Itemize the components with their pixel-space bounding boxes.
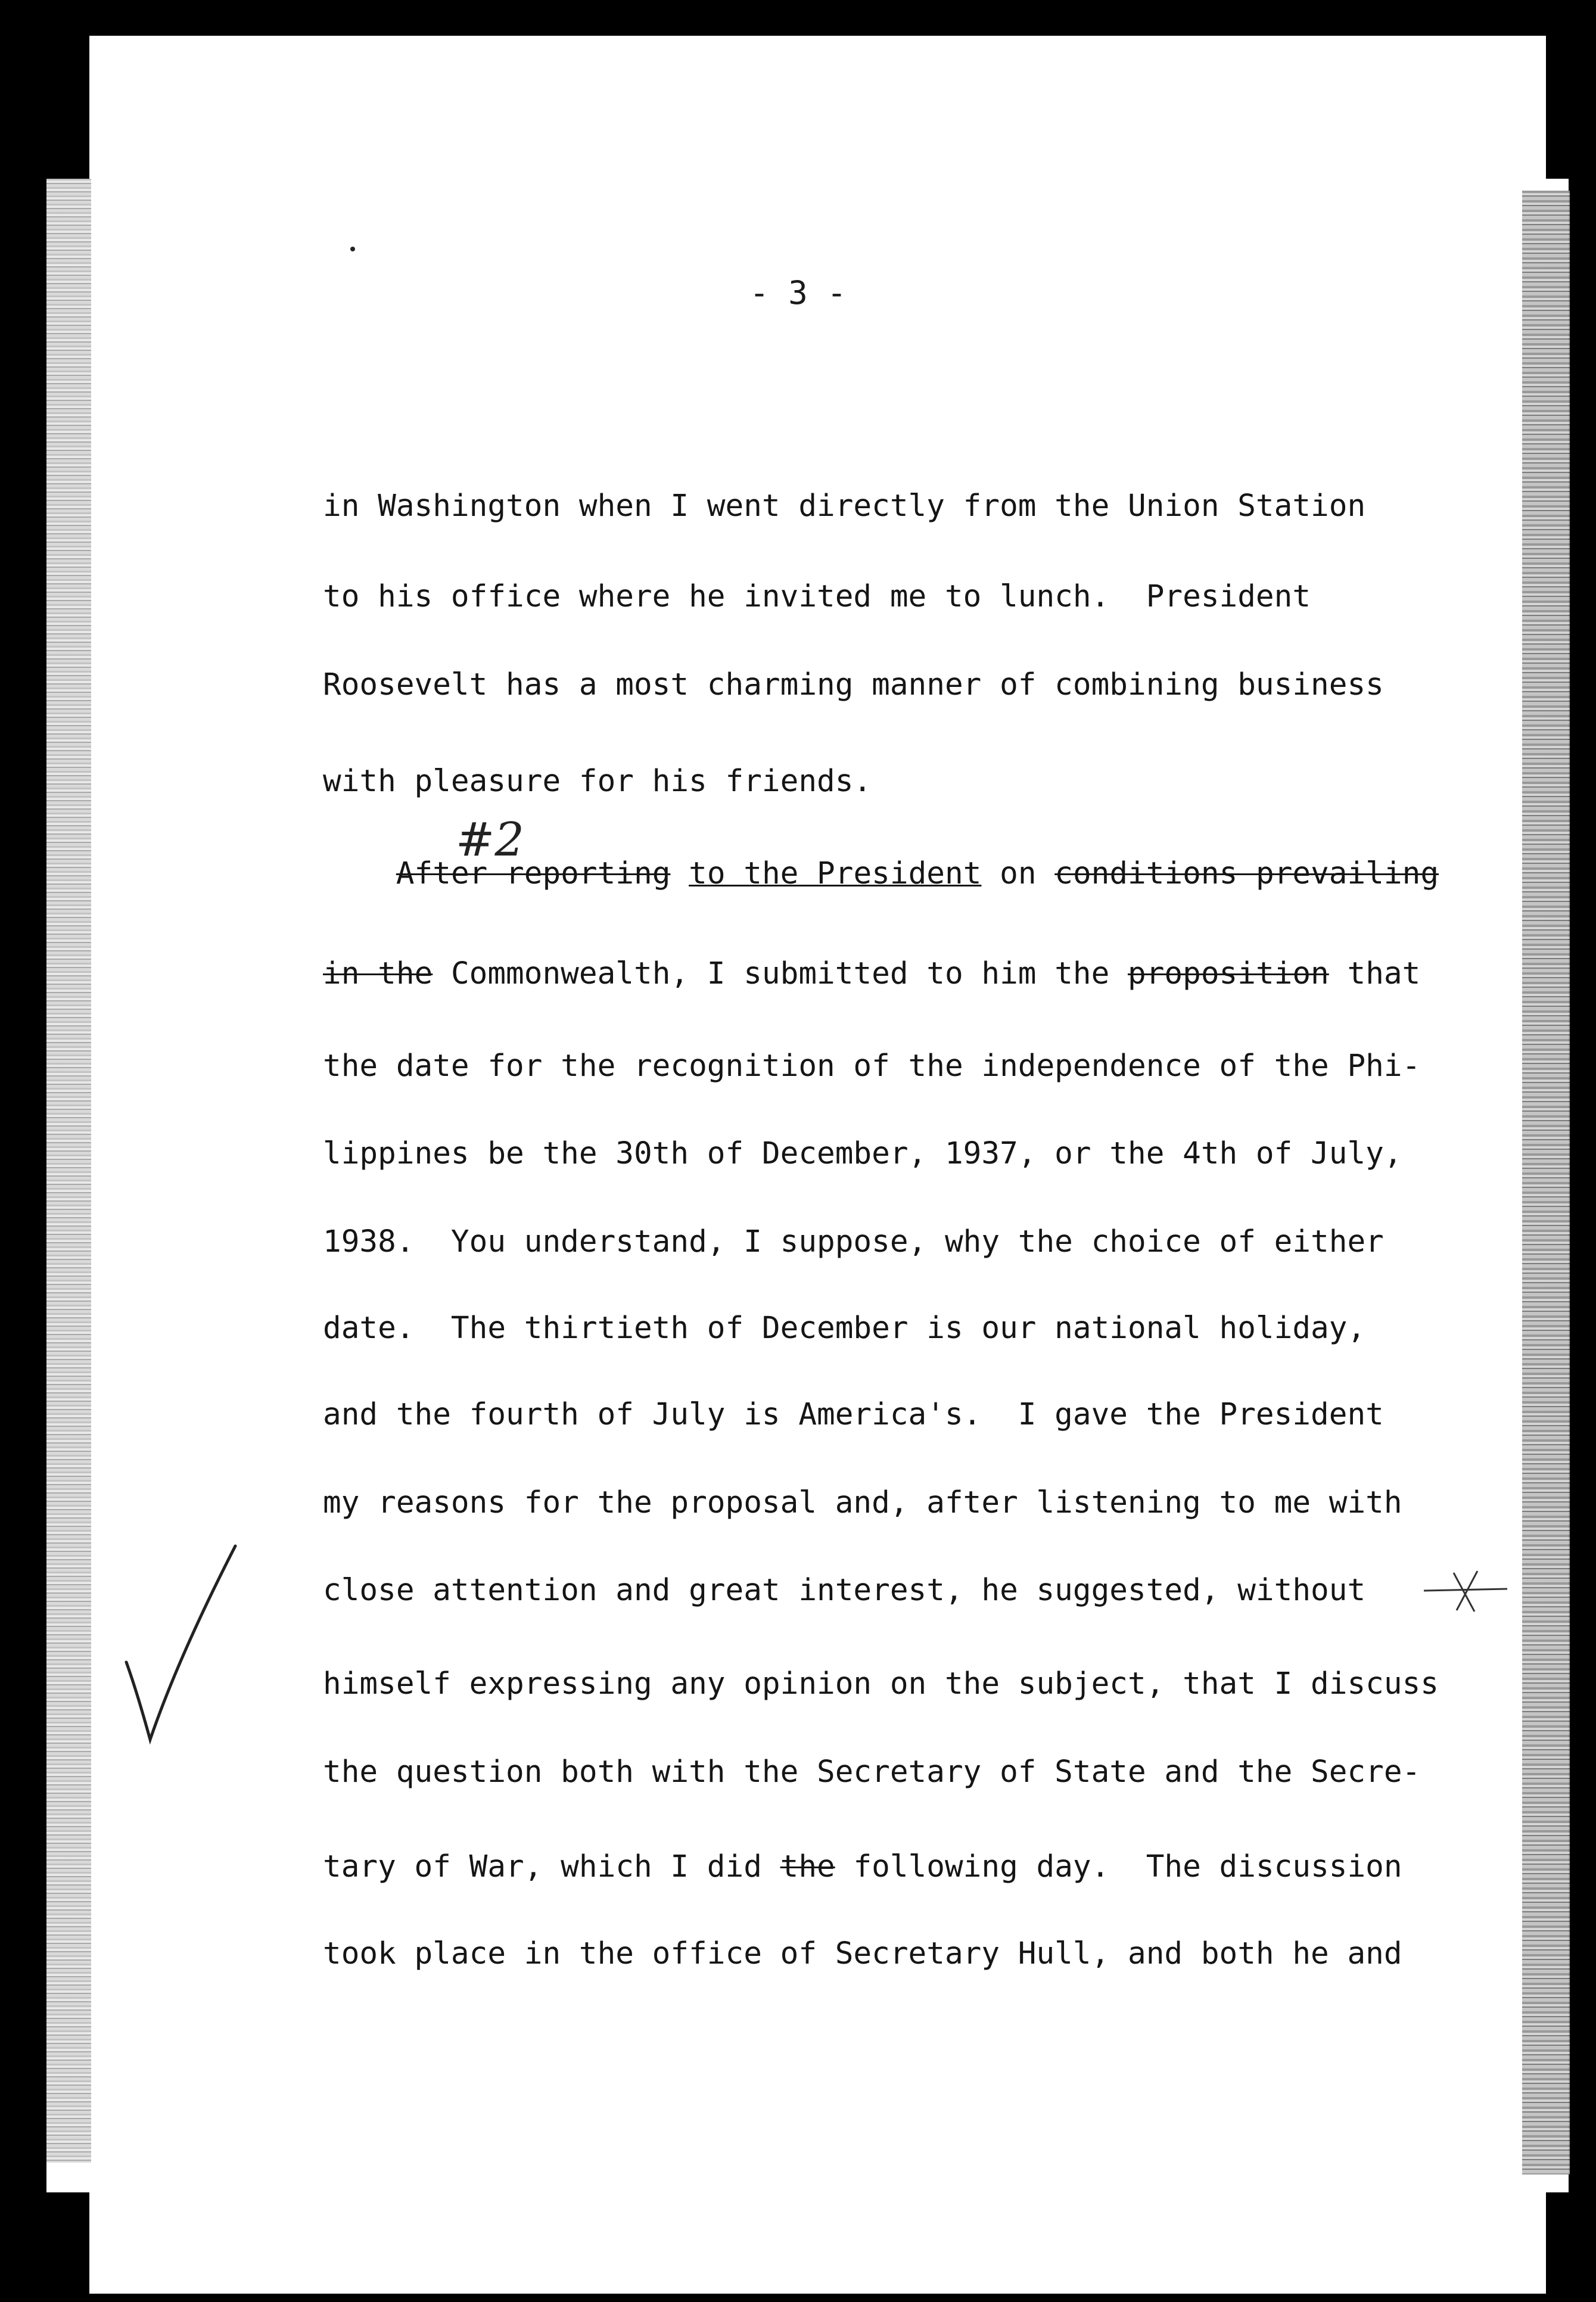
text-run bbox=[323, 856, 396, 891]
text-run: Commonwealth, I submitted to him the bbox=[433, 956, 1128, 991]
scan-edge-left bbox=[46, 179, 91, 2163]
struck-text: proposition bbox=[1128, 956, 1329, 991]
struck-text: in the bbox=[323, 956, 433, 991]
text-run: tary of War, which I did bbox=[323, 1849, 780, 1884]
struck-text: the bbox=[780, 1849, 835, 1884]
checkmark-icon bbox=[113, 1537, 256, 1752]
cross-mark-icon bbox=[1421, 1564, 1510, 1617]
text-line bbox=[323, 667, 1384, 703]
text-run: close attention and great interest, he suggested, without bbox=[323, 1573, 1366, 1608]
text-line bbox=[323, 1311, 1365, 1346]
text-run: my reasons for the proposal and, after listening to me with bbox=[323, 1485, 1402, 1520]
struck-text: conditions prevailing bbox=[1054, 856, 1439, 891]
handwritten-note: #2 bbox=[456, 813, 524, 867]
text-line bbox=[323, 1485, 1402, 1521]
text-line bbox=[323, 1755, 1420, 1790]
text-line bbox=[323, 1849, 1402, 1885]
text-run: the date for the recognition of the independence of the Phi- bbox=[323, 1049, 1421, 1084]
scan-edge-right bbox=[1522, 191, 1570, 2175]
text-line bbox=[323, 764, 872, 800]
text-run: and the fourth of July is America's. I gave the President bbox=[323, 1397, 1384, 1432]
text-run: 1938. You understand, I suppose, why the choice of either bbox=[323, 1224, 1384, 1259]
text-run: following day. The discussion bbox=[835, 1849, 1402, 1884]
text-line bbox=[323, 1573, 1365, 1609]
text-line bbox=[323, 1136, 1402, 1172]
underlined-text: to the President bbox=[689, 856, 982, 891]
text-run: to his office where he invited me to lunch. President bbox=[323, 579, 1311, 614]
text-run: Roosevelt has a most charming manner of combining business bbox=[323, 667, 1384, 702]
text-run: on bbox=[981, 856, 1055, 891]
text-run: took place in the office of Secretary Hull, and both he and bbox=[323, 1936, 1402, 1971]
text-run: that bbox=[1329, 956, 1421, 991]
struck-text: After reporting bbox=[396, 856, 671, 891]
text-line bbox=[323, 1049, 1420, 1084]
text-line bbox=[323, 856, 1439, 892]
text-run: date. The thirtieth of December is our national holiday, bbox=[323, 1311, 1366, 1346]
text-run: in Washington when I went directly from the Union Station bbox=[323, 489, 1366, 524]
document-page bbox=[46, 179, 1569, 2192]
text-line bbox=[323, 1397, 1384, 1433]
text-run: lippines be the 30th of December, 1937, or the 4th of July, bbox=[323, 1136, 1402, 1171]
text-line bbox=[323, 579, 1311, 615]
text-run: the question both with the Secretary of State and the Secre- bbox=[323, 1755, 1421, 1790]
text-line bbox=[323, 956, 1420, 992]
ink-speck bbox=[350, 247, 355, 251]
text-line bbox=[323, 1224, 1384, 1260]
text-line bbox=[323, 489, 1365, 524]
text-run: himself expressing any opinion on the subject, that I discuss bbox=[323, 1666, 1439, 1701]
text-line bbox=[323, 1666, 1439, 1702]
text-run bbox=[670, 856, 689, 891]
text-line bbox=[323, 1936, 1402, 1972]
text-run: with pleasure for his friends. bbox=[323, 764, 872, 799]
page-number: - 3 - bbox=[749, 274, 847, 312]
